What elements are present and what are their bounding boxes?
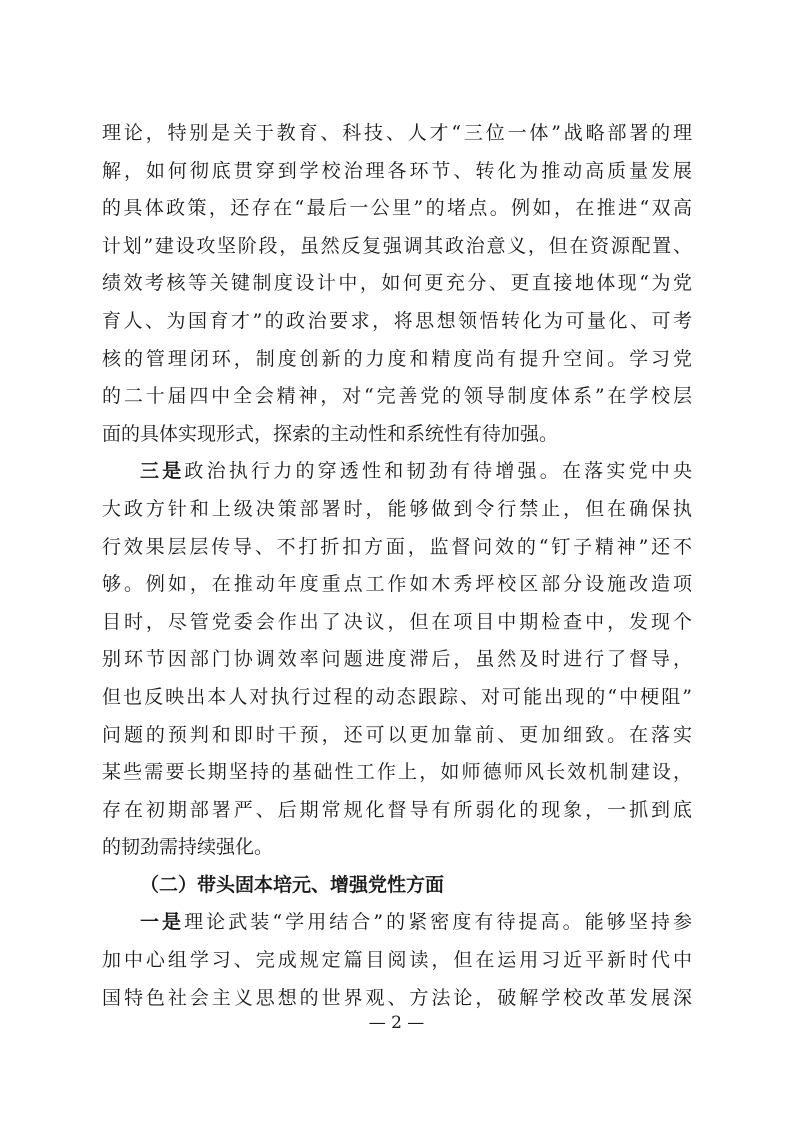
paragraph1-line: 的具体政策，还存在“最后一公里”的堵点。例如，在推进“双高 [102, 197, 692, 220]
page-number: — 2 — [368, 1013, 425, 1033]
paragraph2-first-line-text: 政治执行力的穿透性和韧劲有待增强。在落实党中央 [184, 460, 692, 483]
paragraph3-first-line-text: 理论武装“学用结合”的紧密度有待提高。能够坚持参 [184, 911, 692, 934]
paragraph2-line: 别环节因部门协调效率问题进度滞后，虽然及时进行了督导， [102, 648, 692, 671]
paragraph2-line: 但也反映出本人对执行过程的动态跟踪、对可能出现的“中梗阻” [102, 685, 692, 708]
paragraph2-line: 问题的预判和即时干预，还可以更加靠前、更加细致。在落实 [102, 723, 692, 746]
paragraph1-line: 的二十届四中全会精神，对“完善党的领导制度体系”在学校层 [102, 385, 692, 408]
paragraph3-line: 加中心组学习、完成规定篇目阅读，但在运用习近平新时代中 [102, 949, 692, 972]
paragraph2-line: 够。例如，在推动年度重点工作如木秀坪校区部分设施改造项 [102, 573, 692, 596]
paragraph1-line: 解，如何彻底贯穿到学校治理各环节、转化为推动高质量发展 [102, 159, 692, 182]
paragraph2-line: 目时，尽管党委会作出了决议，但在项目中期检查中，发现个 [102, 610, 692, 633]
paragraph2-lead: 三是 [140, 460, 185, 483]
paragraph2-line: 存在初期部署严、后期常规化督导有所弱化的现象，一抓到底 [102, 798, 692, 821]
paragraph1-line: 育人、为国育才”的政治要求，将思想领悟转化为可量化、可考 [102, 309, 692, 332]
paragraph3-first-line [102, 904, 692, 942]
paragraph1-line: 计划”建设攻坚阶段，虽然反复强调其政治意义，但在资源配置、 [102, 234, 692, 257]
paragraph2-line: 行效果层层传导、不打折扣方面，监督问效的“钉子精神”还不 [102, 535, 692, 558]
paragraph3-line: 国特色社会主义思想的世界观、方法论，破解学校改革发展深 [102, 986, 692, 1009]
paragraph2-first-line [102, 453, 692, 491]
section-heading: （二）带头固本培元、增强党性方面 [140, 873, 445, 896]
body-text [102, 115, 692, 1017]
paragraph1-line: 核的管理闭环，制度创新的力度和精度尚有提升空间。学习党 [102, 347, 692, 370]
paragraph3-lead: 一是 [140, 911, 185, 934]
paragraph2-line: 大政方针和上级决策部署时，能够做到令行禁止，但在确保执 [102, 497, 692, 520]
paragraph2-line: 的韧劲需持续强化。 [102, 836, 274, 859]
paragraph1-line: 绩效考核等关键制度设计中，如何更充分、更直接地体现“为党 [102, 272, 692, 295]
paragraph1-line: 面的具体实现形式，探索的主动性和系统性有待加强。 [102, 422, 559, 445]
paragraph2-line: 某些需要长期坚持的基础性工作上，如师德师风长效机制建设， [102, 761, 692, 784]
paragraph1-line: 理论，特别是关于教育、科技、人才“三位一体”战略部署的理 [102, 122, 692, 144]
